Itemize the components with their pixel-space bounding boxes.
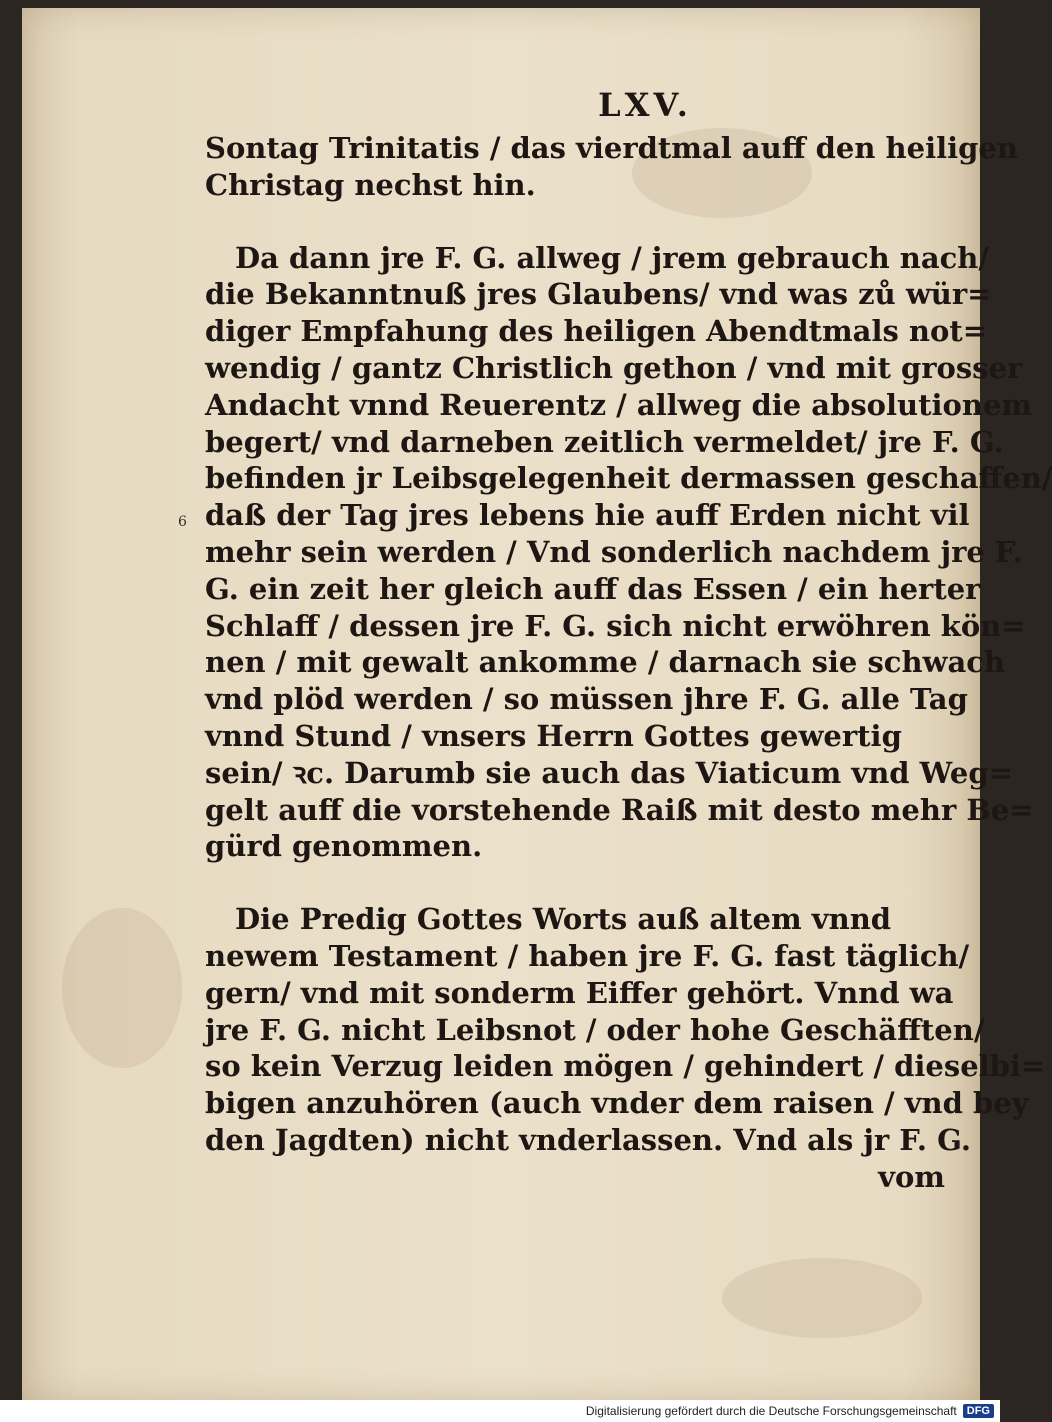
page-text bbox=[205, 86, 1052, 1196]
text-line: vom bbox=[878, 1159, 945, 1194]
text-line: den Jagdten) nicht vnderlassen. Vnd als jr F. G. bbox=[205, 1122, 971, 1157]
digitization-footer bbox=[0, 1400, 1000, 1422]
dfg-logo: DFG bbox=[963, 1404, 994, 1418]
text-line: diger Empfahung des heiligen Abendtmals not= bbox=[205, 314, 988, 349]
text-line: Sontag Trinitatis / das vierdtmal auff den heiligen bbox=[205, 131, 1018, 165]
text-line: gürd genommen. bbox=[205, 829, 483, 864]
text-line: Christag nechst hin. bbox=[205, 167, 536, 202]
text-lines bbox=[205, 130, 1052, 1196]
paper-stain bbox=[722, 1258, 922, 1338]
text-line: bigen anzuhören (auch vnder dem raisen / vnd bey bbox=[205, 1086, 1029, 1121]
footer-credit: Digitalisierung gefördert durch die Deutsche Forschungsgemeinschaft bbox=[585, 1404, 957, 1418]
text-line: gelt auff die vorstehende Raiß mit desto mehr Be= bbox=[205, 792, 1034, 827]
text-line: so kein Verzug leiden mögen / gehindert / dieselbi= bbox=[205, 1049, 1046, 1084]
margin-mark: 6 bbox=[178, 514, 187, 530]
text-line: Schlaff / dessen jre F. G. sich nicht erwöhren kön= bbox=[205, 608, 1026, 643]
text-line: nen / mit gewalt ankomme / darnach sie schwach bbox=[205, 645, 1006, 680]
text-line: daß der Tag jres lebens hie auff Erden nicht vil bbox=[205, 498, 970, 533]
text-line: vnd plöd werden / so müssen jhre F. G. alle Tag bbox=[205, 682, 968, 717]
text-line: sein/ ꝛc. Darumb sie auch das Viaticum vnd Weg= bbox=[205, 755, 1013, 790]
text-line: jre F. G. nicht Leibsnot / oder hohe Geschäfften/ bbox=[205, 1012, 985, 1047]
text-line: die Bekanntnuß jres Glaubens/ vnd was zů wür= bbox=[205, 277, 992, 312]
page-number: LXV. bbox=[598, 86, 692, 124]
text-line: gern/ vnd mit sonderm Eiffer gehört. Vnnd wa bbox=[205, 975, 954, 1010]
paragraph-gap bbox=[205, 865, 945, 901]
text-line: vnnd Stund / vnsers Herrn Gottes gewertig bbox=[205, 718, 902, 753]
text-line: Andacht vnnd Reuerentz / allweg die absolutionem bbox=[205, 387, 1033, 422]
text-line: befinden jr Leibsgelegenheit dermassen geschaffen/ bbox=[205, 461, 1052, 496]
text-line: Die Predig Gottes Worts auß altem vnnd bbox=[235, 902, 892, 937]
text-line: wendig / gantz Christlich gethon / vnd mit grosser bbox=[205, 350, 1023, 385]
text-line: newem Testament / haben jre F. G. fast täglich/ bbox=[205, 938, 970, 973]
text-line: mehr sein werden / Vnd sonderlich nachdem jre F. bbox=[205, 534, 1023, 569]
text-line: begert/ vnd darneben zeitlich vermeldet/ jre F. G. bbox=[205, 424, 1004, 459]
paragraph-gap bbox=[205, 204, 945, 240]
paper-stain bbox=[62, 908, 182, 1068]
text-line: Da dann jre F. G. allweg / jrem gebrauch nach/ bbox=[235, 240, 989, 275]
text-line: G. ein zeit her gleich auff das Essen / ein herter bbox=[205, 571, 981, 606]
